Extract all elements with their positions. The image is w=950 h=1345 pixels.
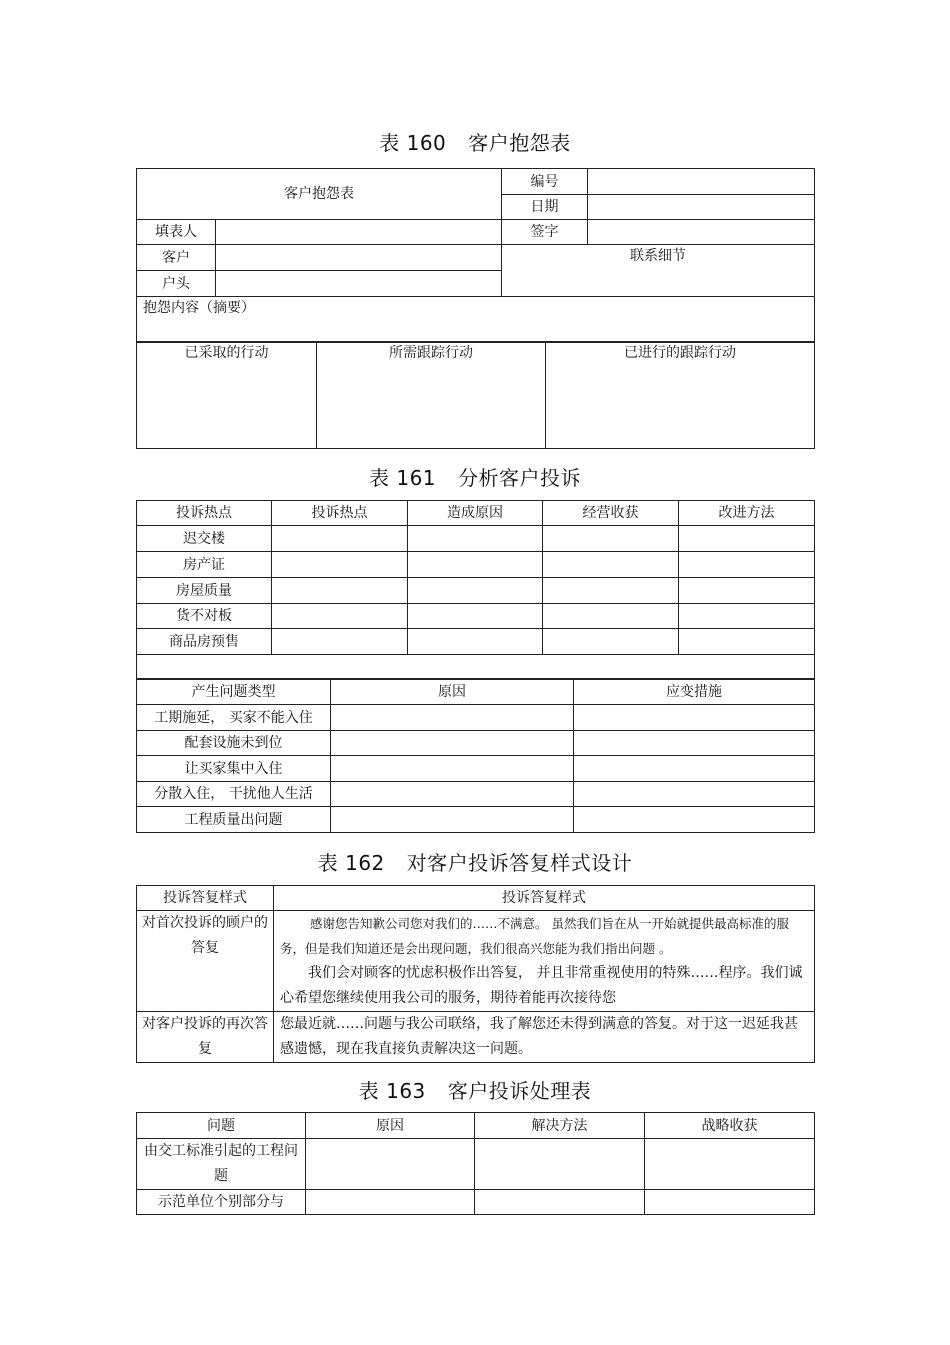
row-label: 迟交楼 [137,526,272,552]
table-row [137,731,815,756]
column-header: 经营收获 [543,501,679,526]
followup-done-cell[interactable]: 已进行的跟踪行动 [546,342,815,449]
column-header: 原因 [306,1113,475,1139]
first-reply-text [274,911,815,1012]
row-label: 由交工标准引起的工程问题 [137,1139,306,1190]
table-cell[interactable] [574,731,815,756]
row-label: 工期施延， 买家不能入住 [137,705,331,731]
column-header: 投诉热点 [137,501,272,526]
table-cell[interactable] [543,629,679,655]
reply-template-table [136,885,815,1063]
first-reply-paragraph-1: 感谢您告知歉公司您对我们的……不满意。 虽然我们旨在从一开始就提供最高标准的服务，但是我们知道还是会出现问题，我们很高兴您能为我们指出问题 。 [280,916,789,956]
action-taken-cell[interactable]: 已采取的行动 [137,342,317,449]
sign-field[interactable] [588,220,815,245]
table-cell[interactable] [475,1139,645,1190]
table-cell[interactable] [543,552,679,578]
table-cell[interactable] [272,578,408,604]
table-161-title [0,462,950,491]
row-label: 房屋质量 [137,578,272,604]
complaint-handling-table [136,1112,815,1215]
table-cell[interactable] [574,705,815,731]
second-reply-label: 对客户投诉的再次答复 [137,1012,274,1063]
complaint-actions-table [136,341,815,449]
title-name: 客户抱怨表 [468,131,571,155]
column-header: 原因 [331,679,574,705]
table-cell[interactable] [272,604,408,629]
number-label: 编号 [502,169,588,195]
table-cell[interactable] [645,1190,815,1215]
column-header: 改进方法 [679,501,815,526]
contact-details-cell[interactable]: 联系细节 [502,245,815,297]
table-cell[interactable] [331,756,574,782]
table-row [137,1190,815,1215]
table-cell[interactable] [679,552,815,578]
table-cell[interactable] [574,807,815,833]
table-row [137,1139,815,1190]
table-cell[interactable] [408,526,543,552]
complaint-analysis-table [136,500,815,680]
title-name: 客户投诉处理表 [447,1079,592,1103]
blank-separator-row [137,655,815,680]
filler-field[interactable] [216,220,502,245]
first-reply-label: 对首次投诉的顾户的答复 [137,911,274,1012]
column-header: 解决方法 [475,1113,645,1139]
title-number: 表 160 [379,131,447,155]
table-cell[interactable] [331,705,574,731]
table-cell[interactable] [408,629,543,655]
table-cell[interactable] [679,578,815,604]
title-number: 表 163 [358,1079,426,1103]
table-cell[interactable] [272,552,408,578]
date-label: 日期 [502,195,588,220]
table-160-title [0,127,950,156]
row-label: 让买家集中入住 [137,756,331,782]
title-name: 对客户投诉答复样式设计 [406,851,633,875]
second-reply-text: 您最近就……问题与我公司联络，我了解您还未得到满意的答复。对于这一迟延我甚感遗憾，现在我直接负责解决这一问题。 [274,1012,815,1063]
account-field[interactable] [216,271,502,297]
table-cell[interactable] [408,552,543,578]
number-field[interactable] [588,169,815,195]
title-number: 表 162 [317,851,385,875]
row-label: 分散入住， 干扰他人生活 [137,782,331,807]
column-header: 问题 [137,1113,306,1139]
table-row [137,756,815,782]
table-cell[interactable] [543,526,679,552]
table-cell[interactable] [574,782,815,807]
table-cell[interactable] [331,731,574,756]
followup-needed-cell[interactable]: 所需跟踪行动 [317,342,546,449]
problem-type-table [136,678,815,833]
first-reply-paragraph-2: 我们会对顾客的忧虑积极作出答复， 并且非常重视使用的特殊……程序。我们诚心希望您继续使用我公司的服务，期待着能再次接待您 [280,965,803,1006]
table-cell[interactable] [331,782,574,807]
row-label: 工程质量出问题 [137,807,331,833]
table-cell[interactable] [475,1190,645,1215]
customer-complaint-table [136,168,815,343]
title-name: 分析客户投诉 [458,466,582,490]
table-row [137,705,815,731]
table-cell[interactable] [331,807,574,833]
table-cell[interactable] [543,578,679,604]
table-cell[interactable] [574,756,815,782]
table-cell[interactable] [645,1139,815,1190]
column-header: 投诉答复样式 [274,886,815,911]
table-row [137,552,815,578]
table-cell[interactable] [679,526,815,552]
column-header: 战略收获 [645,1113,815,1139]
customer-field[interactable] [216,245,502,271]
table-row [137,578,815,604]
account-label: 户头 [137,271,216,297]
table-cell[interactable] [543,604,679,629]
table-row [137,629,815,655]
table-row [137,782,815,807]
column-header: 产生问题类型 [137,679,331,705]
column-header: 应变措施 [574,679,815,705]
sign-label: 签字 [502,220,588,245]
table-cell[interactable] [408,578,543,604]
complaint-form-header: 客户抱怨表 [137,169,502,220]
table-cell[interactable] [306,1139,475,1190]
row-label: 示范单位个别部分与 [137,1190,306,1215]
table-162-title [0,847,950,876]
customer-label: 客户 [137,245,216,271]
complaint-content-cell[interactable]: 抱怨内容（摘要） [137,297,815,343]
table-row [137,807,815,833]
table-cell[interactable] [272,526,408,552]
column-header: 造成原因 [408,501,543,526]
table-cell[interactable] [408,604,543,629]
row-label: 商品房预售 [137,629,272,655]
table-cell[interactable] [679,629,815,655]
table-cell[interactable] [679,604,815,629]
date-field[interactable] [588,195,815,220]
title-number: 表 161 [368,466,437,490]
filler-label: 填表人 [137,220,216,245]
table-163-title [0,1075,950,1104]
row-label: 配套设施未到位 [137,731,331,756]
column-header: 投诉答复样式 [137,886,274,911]
table-row [137,604,815,629]
column-header: 投诉热点 [272,501,408,526]
row-label: 房产证 [137,552,272,578]
table-row [137,526,815,552]
row-label: 货不对板 [137,604,272,629]
table-cell[interactable] [272,629,408,655]
table-cell[interactable] [306,1190,475,1215]
